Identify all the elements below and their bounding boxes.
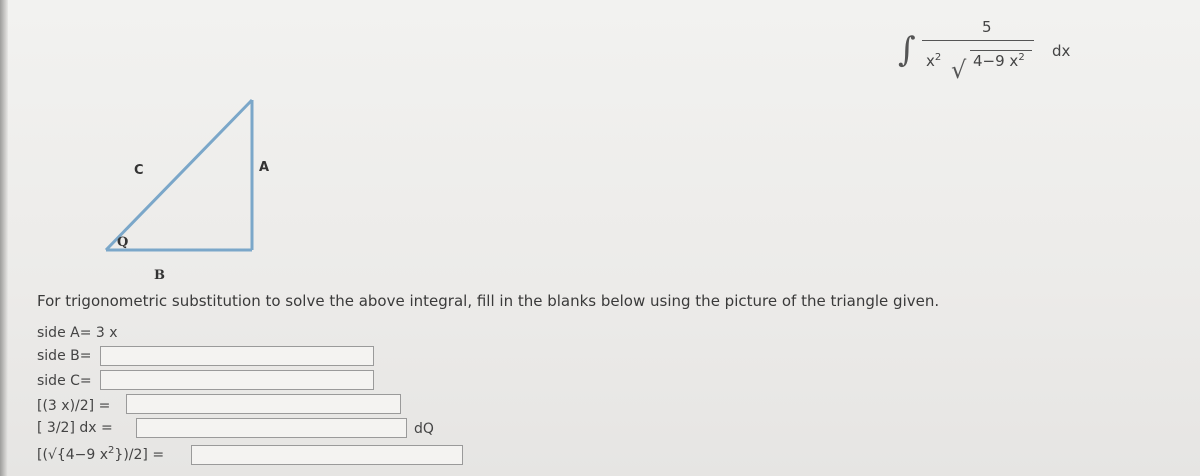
side-a-label: side A= bbox=[37, 325, 92, 341]
triangle-hypotenuse bbox=[106, 100, 252, 250]
row6-input[interactable] bbox=[191, 445, 463, 465]
integral-sign: ∫ bbox=[898, 30, 916, 70]
label-c: C bbox=[134, 163, 144, 178]
dx-label: dx bbox=[1052, 42, 1071, 60]
integral-numerator: 5 bbox=[982, 18, 992, 36]
radical-sign: √ bbox=[951, 56, 967, 84]
row4-label: [(3 x)/2] = bbox=[37, 398, 111, 414]
instruction-text: For trigonometric substitution to solve the above integral, fill in the blanks below using the picture of the triangle given. bbox=[37, 292, 940, 310]
side-a-row bbox=[37, 325, 118, 341]
row5-label: [ 3/2] dx = bbox=[37, 420, 113, 436]
side-c-input[interactable] bbox=[100, 370, 374, 390]
label-b: B bbox=[154, 268, 165, 283]
side-a-value: 3 x bbox=[95, 325, 118, 341]
side-c-label: side C= bbox=[37, 373, 92, 389]
fraction-bar bbox=[922, 40, 1034, 41]
denominator-x-squared: $x^2$ bbox=[926, 52, 942, 70]
side-b-label: side B= bbox=[37, 348, 92, 364]
row5-input[interactable] bbox=[136, 418, 407, 438]
label-q-angle: Q bbox=[117, 235, 129, 250]
radicand: 4−9 $x^2$ bbox=[973, 52, 1025, 70]
row4-input[interactable] bbox=[126, 394, 401, 414]
dq-suffix: dQ bbox=[414, 421, 434, 437]
left-edge-shadow bbox=[0, 0, 8, 476]
side-b-input[interactable] bbox=[100, 346, 374, 366]
row6-label: [(√{4−9 $x^2\})/2$] = bbox=[37, 445, 165, 463]
radical-vinculum bbox=[970, 50, 1032, 51]
label-a: A bbox=[259, 160, 270, 175]
